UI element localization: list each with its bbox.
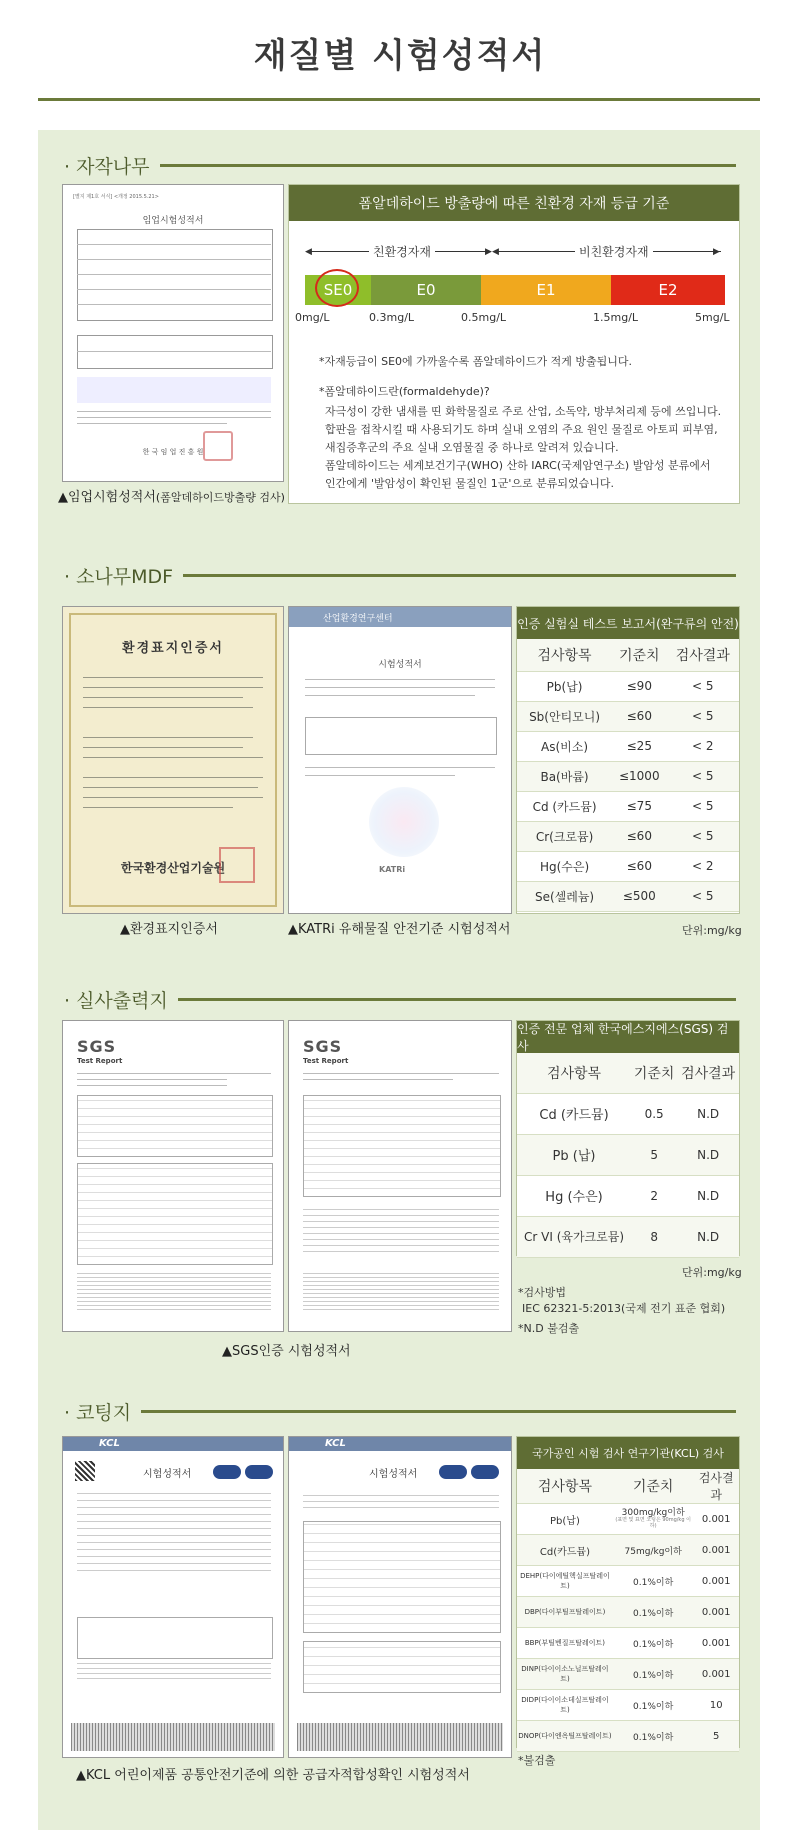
scale-1: 0.3mg/L [369,311,415,324]
section-header-birch [64,150,736,180]
kcl-nd-note: *불검출 [518,1754,556,1767]
kcl-logo: KCL [99,1438,120,1449]
seal-icon [219,847,255,883]
section-header-coated-paper [64,1396,736,1426]
grade-bar-se0: SE0 [305,275,371,305]
caption-forestry: ▲임업시험성적서(폼알데하이드방출량 검사) [58,490,285,505]
sgs-logo: SGS [303,1037,343,1056]
section-title: · 실사출력지 [64,989,168,1012]
formaldehyde-grade-box: 폼알데하이드 방출량에 따른 친환경 자재 등급 기준 ◀ 친환경자재 ▶ ◀ 비친환경자재 ▶ SE0 E0 E1 E2 0mg/L 0.3mg/L 0.5mg/L 1.5mg/L 5mg/L *자재등급이 SE0에 가까울수록 폼알데하이드가 적게 방출됩니다. *폼알데하이드란(formaldehyde)? 자극성이 강한 냄새를 띤 화학물질로 주로 산업, 소독약, 방부처리제 등에 쓰입니다. 합판을 접착시킬 때 사용되기도 하며 실내 오염의 주요 원인 물질로 아토피 피부염, 새집증후군의 주요 실내 오염물질 중 하나로 알려져 있습니다. 폼알데하이드는 세계보건기구(WHO) 산하 IARC(국제암연구소) 발암성 분류에서 인간에게 '발암성이 확인된 물질인 1군'으로 분류되었습니다. [288,184,740,504]
table-row: DINP(다이이소노닐프탈레이트) 0.1%이하 0.001 [517,1659,739,1690]
kcl-test-document-1 [62,1436,284,1758]
seal-icon [203,431,233,461]
table-row: Hg(수은) ≤60 < 2 [517,851,739,881]
section-rule [178,998,736,1001]
table-row: As(비소) ≤25 < 2 [517,731,739,761]
formaldehyde-line: 새집증후군의 주요 실내 오염물질 중 하나로 알려져 있습니다. [325,441,619,454]
formaldehyde-line: 합판을 접착시킬 때 사용되기도 하며 실내 오염의 주요 원인 물질로 아토피 피부염, [325,423,718,436]
table-row: Hg (수은) 2 N.D [517,1175,739,1216]
title-divider [38,98,760,101]
table-header: 인증 실험실 테스트 보고서(완구류의 안전) [517,607,739,639]
table-row: Sb(안티모니) ≤60 < 5 [517,701,739,731]
kcl-logo: KCL [325,1438,346,1449]
kcl-test-document-2 [288,1436,512,1758]
sgs-sub: Test Report [77,1057,123,1065]
grade-bar-e1: E1 [481,275,611,305]
kcl-results-table: 국가공인 시험 검사 연구기관(KCL) 검사 검사항목 기준치 검사결과 Pb(납) 300mg/kg이하 (표면 및 표면 코팅은 90mg/kg 이하) 0.001 Cd(카드뮴) 75mg/kg이하 0.001 DEHP(다이에틸헥실프탈레이트) 0.1%이하 0.001 DBP(다이부틸프탈레이트) 0.1%이하 0.001 BBP(부틸벤질프탈레이트) 0.1%이하 0.001 DINP(다이이소노닐프탈레이트) 0.1%이하 0.001 DIDP(다이이소데실프탈레이트) 0.1%이하 10 DNOP(다이엔옥틸프탈레이트) 0.1%이하 5 [516,1436,740,1748]
table-header: 인증 전문 업체 한국에스지에스(SGS) 검사 [517,1021,739,1053]
section-header-mdf [64,560,736,590]
table-row: Pb (납) 5 N.D [517,1134,739,1175]
caption-kcl: ▲KCL 어린이제품 공통안전기준에 의한 공급자적합성확인 시험성적서 [76,1768,470,1783]
barcode-icon [71,1723,275,1751]
section-title: · 소나무MDF [64,565,174,588]
page-title: 재질별 시험성적서 [253,36,547,76]
table-row: Se(셀레늄) ≤500 < 5 [517,881,739,911]
cert-org: 한국환경산업기술원 [120,861,226,875]
table-row: Ba(바륨) ≤1000 < 5 [517,761,739,791]
table-row: Pb(납) ≤90 < 5 [517,671,739,701]
table-row: BBP(부틸벤질프탈레이트) 0.1%이하 0.001 [517,1628,739,1659]
katri-doc-title: 시험성적서 [378,660,422,670]
barcode-icon [297,1723,503,1751]
accreditation-badge-icon [245,1465,273,1479]
caption-katri: ▲KATRi 유해물질 안전기준 시험성적서 [288,922,511,937]
grade-header: 폼알데하이드 방출량에 따른 친환경 자재 등급 기준 [289,185,739,221]
non-eco-label: 비친환경자재 [575,243,653,260]
section-rule [160,164,737,167]
katri-results-table: 인증 실험실 테스트 보고서(완구류의 안전) 검사항목 기준치 검사결과 Pb(납) ≤90 < 5 Sb(안티모니) ≤60 < 5 As(비소) ≤25 < 2 Ba(바륨) ≤1000 < 5 Cd (카드뮴) ≤75 < 5 Cr(크로뮴) ≤60 < 5 Hg(수은) ≤60 < 2 Se(셀레늄) ≤500 < 5 [516,606,740,914]
table-row: Cd(카드뮴) 75mg/kg이하 0.001 [517,1535,739,1566]
table-row: Cd (카드뮴) 0.5 N.D [517,1093,739,1134]
se0-highlight-circle [315,269,359,307]
table-row: Cd (카드뮴) ≤75 < 5 [517,791,739,821]
eco-label-certificate [62,606,284,914]
sgs-unit: 단위:mg/kg [682,1266,742,1279]
eco-label: 친환경자재 [369,243,435,260]
table-row: Cr VI (육가크로뮴) 8 N.D [517,1216,739,1257]
table-row: DBP(다이부틸프탈레이트) 0.1%이하 0.001 [517,1597,739,1628]
section-title: · 자작나무 [64,155,150,178]
section-rule [141,1410,736,1413]
table-row: DNOP(다이엔옥틸프탈레이트) 0.1%이하 5 [517,1721,739,1752]
table-row: Pb(납) 300mg/kg이하 (표면 및 표면 코팅은 90mg/kg 이하) 0.001 [517,1504,739,1535]
formaldehyde-line: 폼알데하이드는 세계보건기구(WHO) 산하 IARC(국제암연구소) 발암성 분류에서 [325,459,711,472]
sgs-method: IEC 62321-5:2013(국제 전기 표준 협회) [522,1302,726,1315]
scale-2: 0.5mg/L [461,311,507,324]
caption-sgs: ▲SGS인증 시험성적서 [222,1344,351,1359]
scale-0: 0mg/L [295,311,330,324]
sgs-logo: SGS [77,1037,117,1056]
caption-eco-cert: ▲환경표지인증서 [120,922,218,937]
grade-note-1: *자재등급이 SE0에 가까울수록 폼알데하이드가 적게 방출됩니다. [319,355,633,368]
doc-org: 한 국 임 업 진 흥 원 [142,448,204,456]
accreditation-badge-icon [213,1465,241,1479]
accreditation-badge-icon [471,1465,499,1479]
katri-unit: 단위:mg/kg [682,924,742,937]
section-rule [183,574,736,577]
sgs-results-table: 인증 전문 업체 한국에스지에스(SGS) 검사 검사항목 기준치 검사결과 Cd (카드뮴) 0.5 N.D Pb (납) 5 N.D Hg (수은) 2 N.D Cr VI (육가크로뮴) 8 N.D [516,1020,740,1256]
kcl-doc-title: 시험성적서 [143,1469,192,1480]
table-row: Cr(크로뮴) ≤60 < 5 [517,821,739,851]
doc-title: 임업시험성적서 [142,216,204,226]
scale-3: 1.5mg/L [593,311,639,324]
accreditation-badge-icon [439,1465,467,1479]
sgs-nd-note: *N.D 불검출 [518,1322,580,1335]
sgs-test-document-1 [62,1020,284,1332]
sgs-method-title: *검사방법 [518,1286,567,1299]
sgs-test-document-2 [288,1020,512,1332]
grade-bar-e0: E0 [371,275,481,305]
katri-label: 산업환경연구센터 [323,614,393,624]
cert-title: 환경표지인증서 [122,641,224,656]
formaldehyde-title: *폼알데하이드란(formaldehyde)? [319,385,490,398]
section-title: · 코팅지 [64,1401,132,1424]
grade-bar-e2: E2 [611,275,725,305]
table-row: DEHP(다이에틸헥실프탈레이트) 0.1%이하 0.001 [517,1566,739,1597]
formaldehyde-line: 인간에게 '발암성이 확인된 물질인 1군'으로 분류되었습니다. [325,477,615,490]
section-header-print-paper [64,984,736,1014]
sgs-sub: Test Report [303,1057,349,1065]
table-row: DIDP(다이이소데실프탈레이트) 0.1%이하 10 [517,1690,739,1721]
table-header: 국가공인 시험 검사 연구기관(KCL) 검사 [517,1437,739,1469]
forestry-test-document: [별지 제1호 서식] <개정 2015.5.21> 임업시험성적서 한 국 임 업 진 흥 원 [62,184,284,482]
katri-test-document: 산업환경연구센터 시험성적서 KATRi [288,606,512,914]
kcl-doc-title: 시험성적서 [369,1469,418,1480]
scale-4: 5mg/L [695,311,730,324]
qr-code-icon [75,1461,95,1481]
watermark-icon [369,787,439,857]
formaldehyde-line: 자극성이 강한 냄새를 띤 화학물질로 주로 산업, 소독약, 방부처리제 등에 쓰입니다. [325,405,722,418]
